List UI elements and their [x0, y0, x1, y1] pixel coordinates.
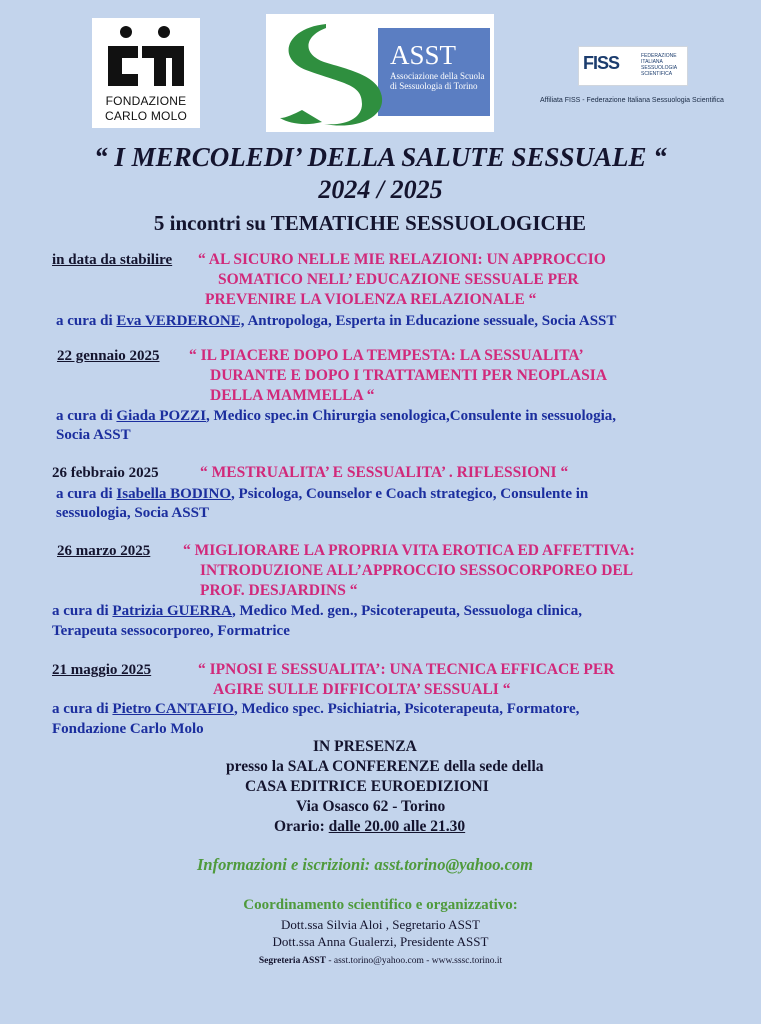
- fcm-emblem-icon: [104, 24, 188, 90]
- asst-logo-name: ASST: [390, 40, 457, 70]
- coordination-title: Coordinamento scientifico e organizzativo:: [243, 897, 518, 913]
- fiss-logo: [578, 46, 688, 86]
- speaker-role: , Psicologa, Counselor e Coach strategico, Consulente in: [231, 486, 589, 502]
- event-speaker-line-2: Socia ASST: [56, 427, 131, 443]
- speaker-name: Isabella BODINO: [116, 486, 232, 502]
- event-speaker-line-2: sessuologia, Socia ASST: [56, 505, 209, 521]
- fcm-logo-line2: CARLO MOLO: [104, 109, 187, 123]
- venue-line2: CASA EDITRICE EUROEDIZIONI: [245, 778, 489, 795]
- fondazione-carlo-molo-logo: [92, 18, 200, 128]
- speaker-role: , Medico spec. Psichiatria, Psicoterapeuta, Formatore,: [233, 701, 580, 717]
- venue-line1: presso la SALA CONFERENZE della sede della: [226, 758, 544, 775]
- speaker-name: Giada POZZI: [116, 408, 207, 424]
- cura-prefix: a cura di: [52, 603, 113, 619]
- event-date: 21 maggio 2025: [52, 662, 152, 678]
- venue-address: Via Osasco 62 - Torino: [296, 798, 446, 815]
- event-topic-line: DURANTE E DOPO I TRATTAMENTI PER NEOPLASIA: [210, 367, 608, 384]
- footer-label: Segreteria ASST: [258, 956, 326, 966]
- event-date: 26 febbraio 2025: [52, 465, 159, 481]
- event-speaker-line-2: Terapeuta sessocorporeo, Formatrice: [52, 623, 290, 639]
- event-topic-line: “ IL PIACERE DOPO LA TEMPESTA: LA SESSUALITA’: [189, 347, 584, 364]
- speaker-name: Patrizia GUERRA: [112, 603, 232, 619]
- footer-contacts: - asst.torino@yahoo.com - www.sssc.torino.it: [325, 956, 503, 966]
- event-date: 26 marzo 2025: [57, 543, 151, 559]
- event-speaker-line: [52, 699, 579, 719]
- event-topic-line: “ AL SICURO NELLE MIE RELAZIONI: UN APPROCCIO: [198, 251, 606, 268]
- event-speaker-line: [56, 406, 616, 426]
- page-subtitle: 5 incontri su TEMATICHE SESSUOLOGICHE: [153, 211, 587, 235]
- fcm-logo-line1: FONDAZIONE: [105, 94, 187, 108]
- event-topic-line: PROF. DESJARDINS “: [200, 582, 358, 599]
- cura-prefix: a cura di: [56, 486, 117, 502]
- season-years: 2024 / 2025: [318, 175, 443, 204]
- cura-prefix: a cura di: [56, 408, 117, 424]
- event-date: 22 gennaio 2025: [57, 348, 160, 364]
- venue-mode: IN PRESENZA: [313, 738, 417, 755]
- cura-prefix: a cura di: [52, 701, 113, 717]
- event-speaker-line: [52, 601, 582, 621]
- coordinator-1: Dott.ssa Silvia Aloi , Segretario ASST: [281, 917, 480, 932]
- cura-prefix: a cura di: [56, 313, 117, 329]
- event-speaker-line-2: Fondazione Carlo Molo: [52, 721, 204, 737]
- info-registration: Informazioni e iscrizioni: asst.torino@yahoo.com: [197, 855, 533, 874]
- speaker-role: Antropologa, Esperta in Educazione sessuale, Socia ASST: [244, 313, 617, 329]
- event-topic-line: “ IPNOSI E SESSUALITA’: UNA TECNICA EFFICACE PER: [198, 661, 615, 678]
- event-topic-line: DELLA MAMMELLA “: [210, 387, 375, 404]
- venue-orario: [274, 818, 465, 836]
- event-speaker-line: [56, 484, 588, 504]
- event-topic-line: INTRODUZIONE ALL’APPROCCIO SESSOCORPOREO DEL: [200, 562, 634, 579]
- event-topic-line: PREVENIRE LA VIOLENZA RELAZIONALE “: [205, 291, 537, 308]
- footer: [0, 956, 761, 966]
- speaker-name: Pietro CANTAFIO: [112, 701, 234, 717]
- speaker-role: , Medico spec.in Chirurgia senologica,Consulente in sessuologia,: [206, 408, 617, 424]
- orario-value: dalle 20.00 alle 21.30: [328, 818, 466, 835]
- coordinator-2: Dott.ssa Anna Gualerzi, Presidente ASST: [272, 934, 489, 949]
- fiss-logo-desc: FEDERAZIONE ITALIANA SESSUOLOGIA SCIENTIFICA: [641, 53, 677, 77]
- speaker-name: Eva VERDERONE,: [116, 313, 245, 329]
- event-topic-line: “ MIGLIORARE LA PROPRIA VITA EROTICA ED AFFETTIVA:: [183, 542, 635, 559]
- fiss-affiliation-caption: Affiliata FISS - Federazione Italiana Sessuologia Scientifica: [540, 97, 724, 104]
- event-topic-line: “ MESTRUALITA’ E SESSUALITA’ . RIFLESSIONI “: [200, 464, 569, 481]
- page-title: “ I MERCOLEDI’ DELLA SALUTE SESSUALE “: [94, 142, 667, 172]
- asst-logo-subtitle: Associazione della Scuola di Sessuologia di Torino: [390, 71, 485, 91]
- event-topic-line: AGIRE SULLE DIFFICOLTA’ SESSUALI “: [213, 681, 511, 698]
- fiss-logo-mark: FISS: [583, 53, 620, 73]
- event-topic-line: SOMATICO NELL’ EDUCAZIONE SESSUALE PER: [218, 271, 579, 288]
- event-speaker-line: [56, 311, 616, 331]
- asst-logo: [266, 14, 494, 132]
- event-date: in data da stabilire: [52, 252, 173, 268]
- speaker-role: , Medico Med. gen., Psicoterapeuta, Sessuologa clinica,: [231, 603, 582, 619]
- orario-label: Orario:: [274, 818, 329, 835]
